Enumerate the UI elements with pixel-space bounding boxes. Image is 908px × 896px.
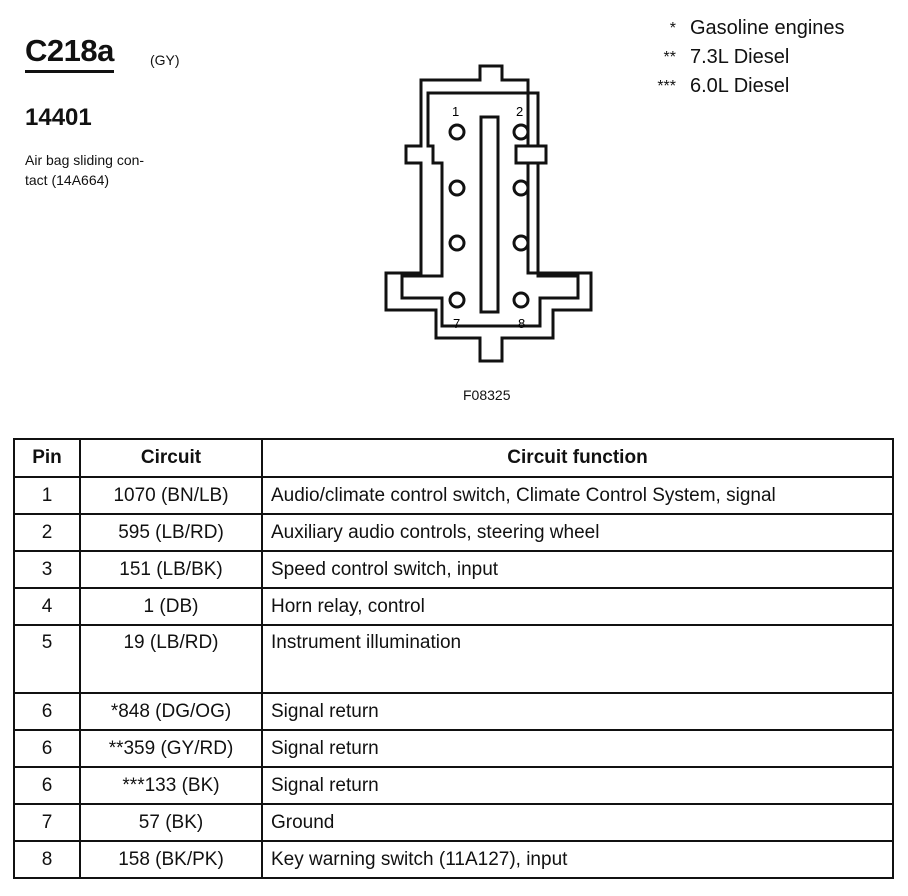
circuit-cell: 19 (LB/RD) — [80, 625, 262, 693]
function-cell: Ground — [262, 804, 893, 841]
table-row — [14, 551, 893, 588]
function-cell: Signal return — [262, 693, 893, 730]
figure-code: F08325 — [463, 387, 511, 403]
circuit-cell: 158 (BK/PK) — [80, 841, 262, 878]
component-description: Air bag sliding con- tact (14A664) — [25, 152, 145, 188]
pin-cell: 6 — [14, 767, 80, 804]
pin-cell: 6 — [14, 730, 80, 767]
pin-label-7: 7 — [453, 316, 461, 331]
table-row — [14, 588, 893, 625]
circuit-cell: 1 (DB) — [80, 588, 262, 625]
column-header-pin: Pin — [14, 439, 80, 477]
table-row — [14, 625, 893, 693]
pin-cavity — [450, 181, 464, 195]
pin-cavity — [450, 236, 464, 250]
table-row — [14, 693, 893, 730]
pin-label-8: 8 — [518, 316, 526, 331]
table-row — [14, 730, 893, 767]
circuit-cell: **359 (GY/RD) — [80, 730, 262, 767]
function-cell: Auxiliary audio controls, steering wheel — [262, 514, 893, 551]
column-header-circuit: Circuit — [80, 439, 262, 477]
function-cell: Key warning switch (11A127), input — [262, 841, 893, 878]
pinout-table — [13, 438, 894, 879]
circuit-cell: *848 (DG/OG) — [80, 693, 262, 730]
pin-cavity — [514, 236, 528, 250]
pin-cell: 5 — [14, 625, 80, 693]
table-row — [14, 804, 893, 841]
function-cell: Horn relay, control — [262, 588, 893, 625]
pin-cell: 4 — [14, 588, 80, 625]
table-header-row — [14, 439, 893, 477]
pin-cavity — [450, 293, 464, 307]
legend-label: Gasoline engines — [690, 17, 845, 39]
legend-row — [636, 72, 845, 101]
circuit-cell: 595 (LB/RD) — [80, 514, 262, 551]
pin-cavity — [514, 125, 528, 139]
circuit-cell: 151 (LB/BK) — [80, 551, 262, 588]
center-key-slot — [481, 117, 498, 312]
column-header-function: Circuit function — [262, 439, 893, 477]
pin-cell: 1 — [14, 477, 80, 514]
pin-cell: 8 — [14, 841, 80, 878]
pin-cell: 3 — [14, 551, 80, 588]
pin-cell: 6 — [14, 693, 80, 730]
pin-cavity — [514, 181, 528, 195]
connector-id: C218a — [25, 34, 114, 73]
pin-cavity — [450, 125, 464, 139]
circuit-cell: 1070 (BN/LB) — [80, 477, 262, 514]
pin-label-1: 1 — [452, 104, 460, 119]
pin-label-2: 2 — [516, 104, 524, 119]
connector-inner-outline — [402, 93, 578, 326]
function-cell: Signal return — [262, 767, 893, 804]
function-cell: Signal return — [262, 730, 893, 767]
circuit-cell: 57 (BK) — [80, 804, 262, 841]
function-cell: Speed control switch, input — [262, 551, 893, 588]
pin-cell: 2 — [14, 514, 80, 551]
part-number: 14401 — [25, 104, 92, 131]
legend-label: 7.3L Diesel — [690, 46, 790, 68]
legend-label: 6.0L Diesel — [690, 75, 790, 97]
legend-symbol: *** — [657, 77, 676, 95]
connector-face-diagram — [380, 60, 600, 370]
legend-row — [636, 14, 845, 43]
legend-row — [636, 43, 845, 72]
legend-symbol: ** — [663, 48, 676, 66]
table-row — [14, 767, 893, 804]
function-cell: Audio/climate control switch, Climate Control System, signal — [262, 477, 893, 514]
connector-color: (GY) — [150, 52, 180, 68]
pin-cavity — [514, 293, 528, 307]
legend-symbol: * — [669, 19, 676, 37]
pin-cell: 7 — [14, 804, 80, 841]
table-row — [14, 841, 893, 878]
table-row — [14, 477, 893, 514]
engine-legend — [636, 14, 845, 101]
function-cell: Instrument illumination — [262, 625, 893, 693]
table-row — [14, 514, 893, 551]
connector-housing-outline — [386, 66, 591, 361]
circuit-cell: ***133 (BK) — [80, 767, 262, 804]
